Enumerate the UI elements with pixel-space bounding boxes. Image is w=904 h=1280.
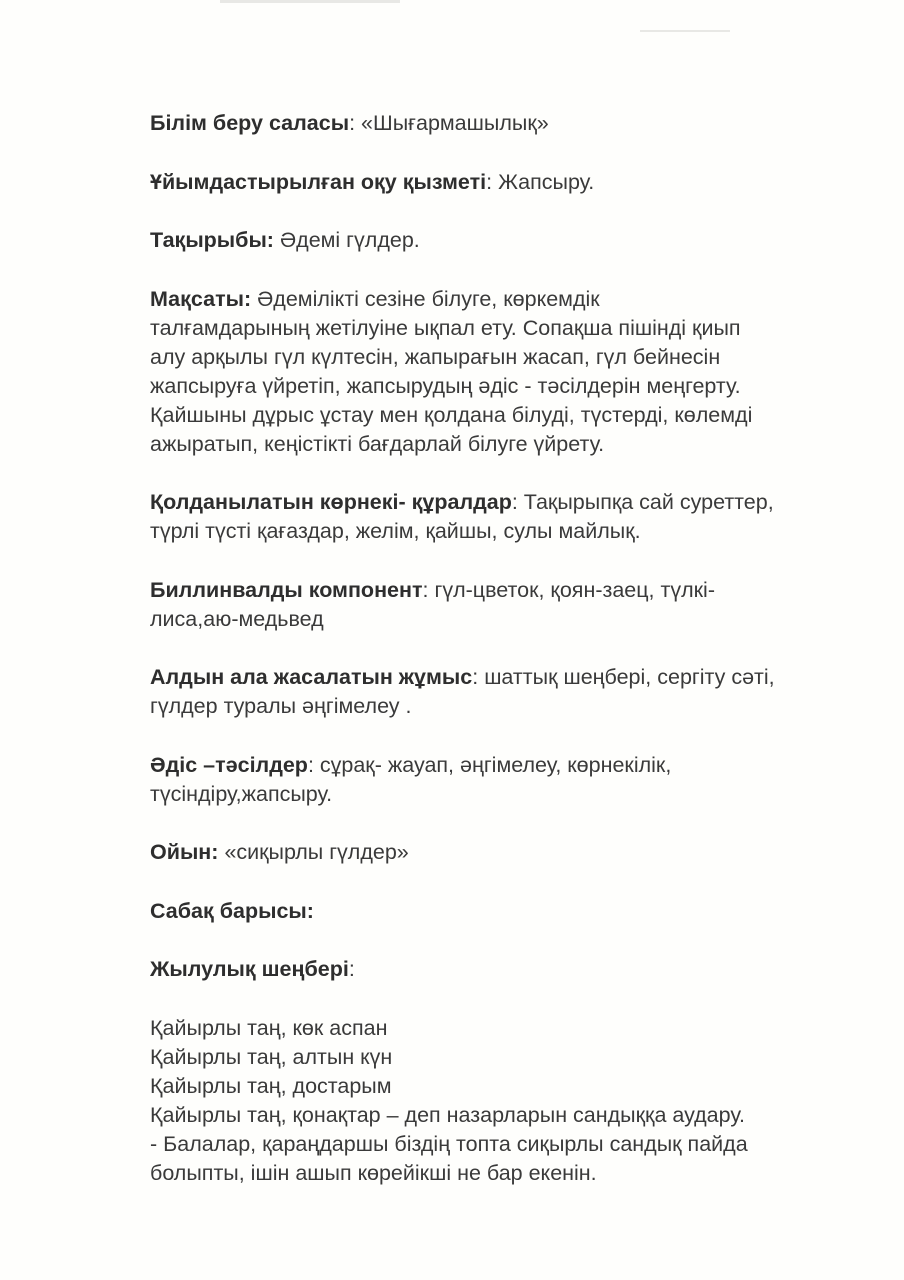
section-label: Биллинвалды компонент (150, 577, 423, 602)
section-3 (150, 285, 870, 459)
section-value: шаттық шеңбері, сергіту сәті, (484, 665, 775, 689)
section-5 (150, 576, 870, 634)
section-label: Білім беру саласы (150, 111, 350, 135)
section-line (150, 488, 870, 517)
section-value: Жапсыру. (498, 169, 595, 194)
greeting-line: Қайырлы таң, достарым (150, 1073, 392, 1098)
section-0 (150, 109, 870, 138)
section-value: : (348, 957, 355, 981)
section-line (150, 285, 870, 314)
section-value-line: талғамдарының жетілуіне ықпал ету. Сопақша пішінді қиып (150, 315, 741, 340)
section-label: Қолданылатын көрнекі- құралдар (150, 490, 512, 514)
section-separator: : (422, 577, 435, 602)
section-10 (150, 955, 870, 984)
section-line (150, 955, 870, 984)
section-7 (150, 751, 870, 809)
scan-artifact (220, 0, 400, 3)
section-label: Тақырыбы: (150, 228, 274, 252)
section-value-line: лиса,аю-медьвед (150, 606, 324, 631)
section-separator: : (307, 752, 320, 777)
section-line (150, 751, 870, 780)
section-value: «сиқырлы гүлдер» (224, 840, 409, 864)
greeting-line: Қайырлы таң, қонақтар – деп назарларын сандыққа аудару. (150, 1102, 745, 1127)
section-line (150, 897, 870, 926)
greeting-line: Қайырлы таң, алтын күн (150, 1044, 393, 1069)
section-value: сұрақ- жауап, әңгімелеу, көрнекілік, (319, 752, 672, 777)
section-line (150, 226, 870, 255)
section-8 (150, 838, 870, 867)
section-value-line: түсіндіру,жапсыру. (150, 781, 333, 806)
section-value-line: гүлдер туралы әңгімелеу . (150, 694, 412, 718)
greeting-line: болыпты, ішін ашып көрейікші не бар екенін. (150, 1160, 597, 1185)
section-label: Әдіс –тәсілдер (150, 752, 308, 777)
section-value: Әдемі гүлдер. (279, 228, 420, 252)
section-value: «Шығармашылық» (361, 111, 549, 135)
section-value-line: алу арқылы гүл күлтесін, жапырағын жасап, гүл бейнесін (150, 344, 721, 369)
document-body (150, 109, 870, 1217)
section-4 (150, 488, 870, 546)
section-6 (150, 663, 870, 721)
scan-artifact (640, 30, 730, 32)
section-separator: : (349, 111, 362, 135)
section-separator: : (511, 490, 524, 514)
section-separator: : (472, 665, 485, 689)
section-line (150, 663, 870, 692)
section-value-line: Қайшыны дұрыс ұстау мен қолдана білуді, түстерді, көлемді (150, 402, 753, 427)
section-line (150, 838, 870, 867)
section-value: Тақырыпқа сай суреттер, (523, 490, 774, 514)
section-label: Мақсаты: (150, 286, 252, 311)
greeting-line: Қайырлы таң, көк аспан (150, 1015, 388, 1040)
section-value-line: жапсыруға үйретіп, жапсырудың әдіс - тәсілдерін меңгерту. (150, 373, 741, 398)
greeting-line: - Балалар, қараңдаршы біздің топта сиқырлы сандық пайда (150, 1131, 748, 1156)
section-label: Жылулық шеңбері (150, 957, 349, 981)
section-label: Алдын ала жасалатын жұмыс (150, 665, 473, 689)
section-value-line: түрлі түсті қағаздар, желім, қайшы, сулы майлық. (150, 519, 641, 543)
section-value: гүл-цветок, қоян-заец, түлкі- (434, 577, 715, 602)
section-label: Ұйымдастырылған оқу қызметі (150, 169, 487, 194)
section-line (150, 109, 870, 138)
section-9 (150, 897, 870, 926)
section-line (150, 168, 870, 197)
section-1 (150, 168, 870, 197)
greeting-verse (150, 1014, 870, 1188)
section-separator: : (486, 169, 499, 194)
section-line (150, 576, 870, 605)
section-2 (150, 226, 870, 255)
section-value-line: ажыратып, кеңістікті бағдарлай білуге үйрету. (150, 431, 605, 456)
section-label: Сабақ барысы: (150, 898, 314, 923)
section-value: Әдемілікті сезіне білуге, көркемдік (257, 286, 600, 311)
section-label: Ойын: (150, 840, 219, 864)
